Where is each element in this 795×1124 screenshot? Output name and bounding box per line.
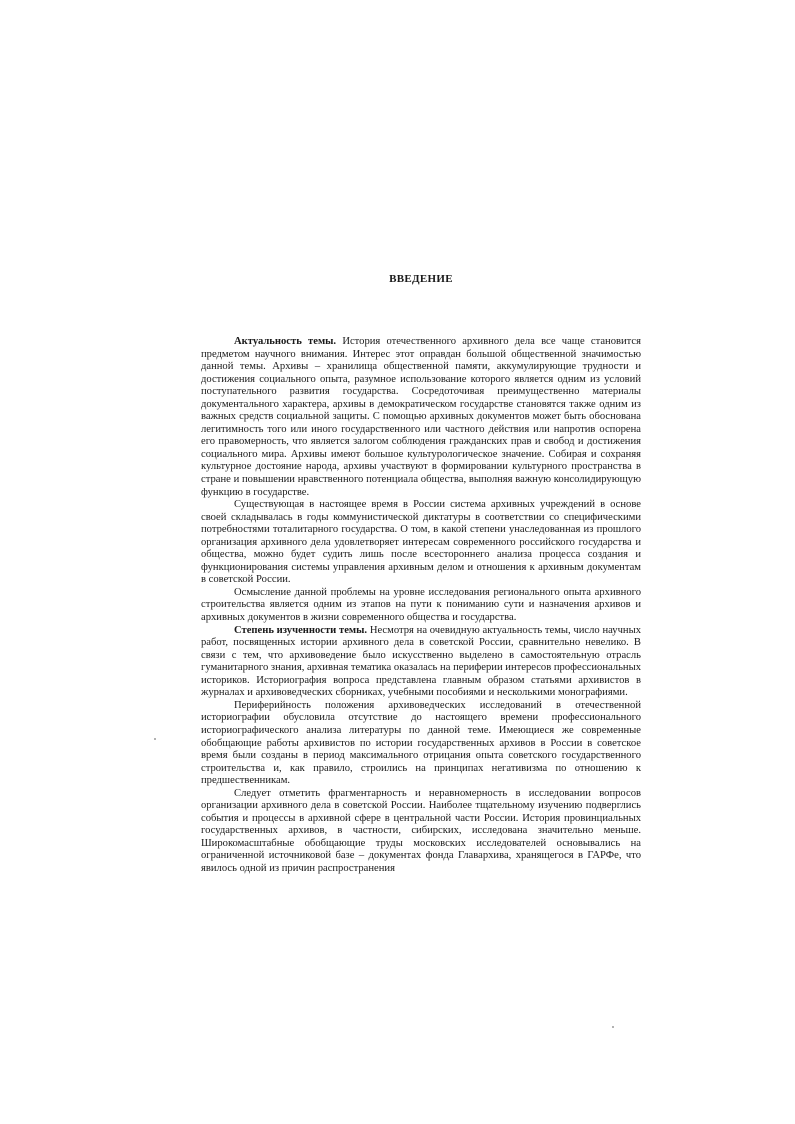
paragraph-text: Периферийность положения архивоведческих исследований в отечественной историографии обусловила отсутствие до настоящего времени профессионального историографического анализа литературы по данной теме. Имеющиеся же современные обобщающие работы архивистов по истории государственных архивов в России в советское время были созданы в период максимального отрицания опыта советского государственного строительства и, как правило, строились на принципах негативизма по отношению к предшественникам. [201, 699, 641, 787]
document-body [201, 272, 641, 876]
paragraph-study-degree [201, 625, 641, 700]
page-title: ВВЕДЕНИЕ [389, 273, 453, 285]
paragraph-text: Следует отметить фрагментарность и неравномерность в исследовании вопросов организации архивного дела в советской России. Наиболее тщательному изучению подверглись события и процессы в архивной сфере в центральной части России. История провинциальных государственных архивов, в частности, сибирских, исследована значительно меньше. Широкомасштабные обобщающие труды московских исследователей основывались на ограниченной источниковой базе – документах фонда Главархива, хранящегося в ГАРФе, что явилось одной из причин распространения [201, 787, 641, 874]
paragraph-lead-study-degree: Степень изученности темы. [234, 624, 368, 636]
paragraph-lead-relevance: Актуальность темы. [234, 336, 337, 347]
paragraph-fragmentation [201, 788, 641, 876]
paragraph-text: История отечественного архивного дела все чаще становится предметом научного внимания. Интерес этот оправдан большой общественной значимостью данной темы. Архивы – хранилища общественной памяти, аккумулирующие трудности и достижения социального опыта, разумное использование которого является одним из условий поступательного развития государства. Сосредоточивая преимущественно материалы документального характера, архивы в демократическом государстве становятся также одним из важных средств социальной защиты. С помощью архивных документов может быть обоснована легитимность того или иного государственного или частного действия или напротив оспорена его правомерность, что является залогом соблюдения гражданских прав и свобод и достижения социального мира. Архивы имеют большое культурологическое значение. Собирая и сохраняя культурное достояние народа, архивы участвуют в формировании культурного пространства в стране и повышении нравственного потенциала общества, выполняя важную консолидирующую функцию в государстве. [201, 336, 641, 498]
paragraph-historiography [201, 700, 641, 788]
paragraph-regional-experience [201, 587, 641, 625]
paragraph-text: Существующая в настоящее время в России система архивных учреждений в основе своей складывалась в годы коммунистической диктатуры в соответствии со специфическими потребностями тоталитарного государства. О том, в какой степени унаследованная из прошлого организация архивного дела удовлетворяет интересам современного российского государства и общества, можно будет судить лишь после всестороннего анализа процесса создания и функционирования системы управления архивным делом и отношения к архивным документам в советской России. [201, 499, 641, 586]
paragraph-text: Осмысление данной проблемы на уровне исследования регионального опыта архивного строительства является одним из этапов на пути к пониманию сути и назначения архивов и архивных документов в жизни современного общества и государства. [201, 586, 641, 624]
scan-speck [612, 1026, 614, 1028]
paragraph-relevance [201, 336, 641, 499]
paragraph-archive-system [201, 499, 641, 587]
scan-speck [154, 738, 156, 740]
paragraph-text: Несмотря на очевидную актуальность темы, число научных работ, посвященных истории архивного дела в советской России, сравнительно невелико. В связи с тем, что архивоведение было искусственно выделено в самостоятельную отрасль гуманитарного знания, архивная тематика оказалась на периферии интересов профессиональных историков. Историография вопроса представлена главным образом статьями архивистов в журналах и архивоведческих сборниках, учебными пособиями и несколькими монографиями. [201, 624, 641, 699]
